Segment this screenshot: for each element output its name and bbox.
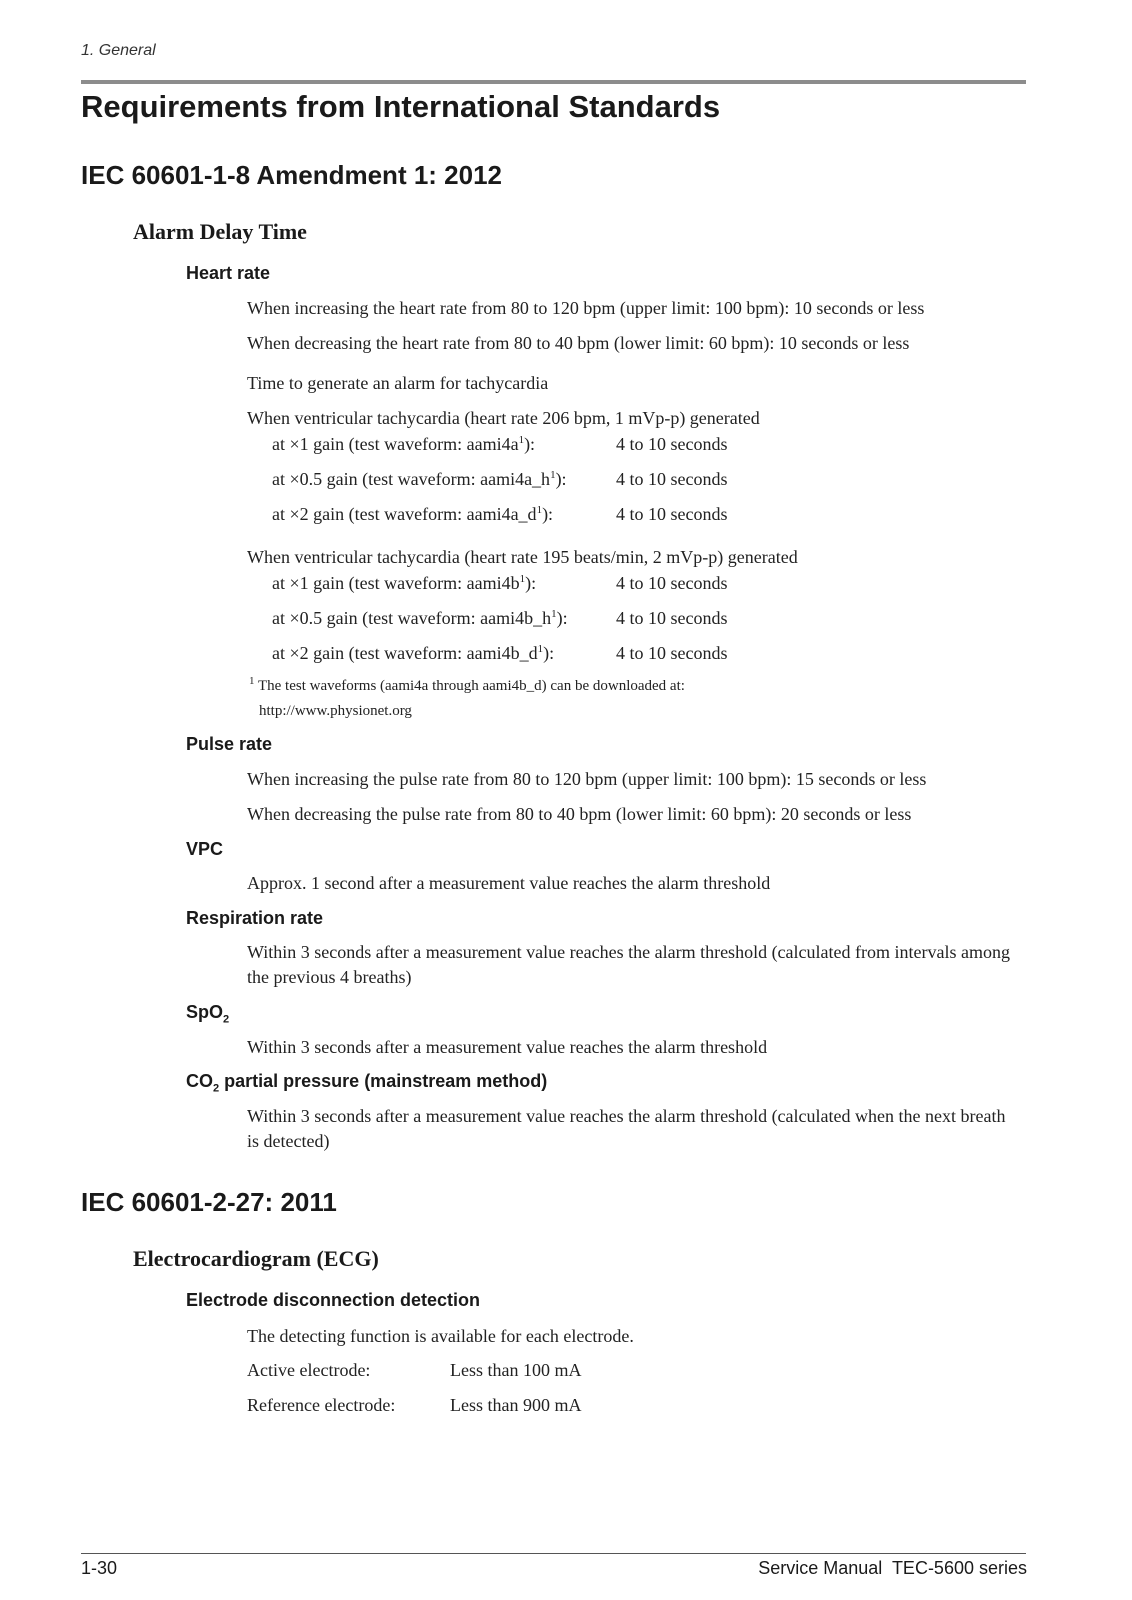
tachycardia-intro: Time to generate an alarm for tachycardia <box>247 373 549 393</box>
pulse-rate-decrease-text: When decreasing the pulse rate from 80 to 40 bpm (lower limit: 60 bpm): 20 seconds or less <box>247 804 912 824</box>
electrode-row-label: Reference electrode: <box>247 1395 396 1415</box>
vt-row-label: at ×1 gain (test waveform: $aami4b^1$): <box>272 573 537 593</box>
vt-row-label: at ×2 gain (test waveform: $aami4a\_d^1$): <box>272 504 554 524</box>
heading-spo2: SpO$_2$ <box>186 1002 230 1026</box>
vt-row-value: 4 to 10 seconds <box>616 608 728 628</box>
footer-rule <box>81 1553 1026 1554</box>
electrode-row-value: Less than 900 mA <box>450 1395 582 1415</box>
heading-electrode-disconnection: Electrode disconnection detection <box>186 1290 481 1310</box>
electrode-row-value: Less than 100 mA <box>450 1360 582 1380</box>
heading-respiration-rate: Respiration rate <box>186 908 324 928</box>
vt-row-label: at ×2 gain (test waveform: $aami4b\_d^1$): <box>272 643 555 663</box>
vt-row-value: 4 to 10 seconds <box>616 469 728 489</box>
page-number: 1-30 <box>81 1558 118 1578</box>
vt-group-b-intro: When ventricular tachycardia (heart rate 195 beats/min, 2 mVp-p) generated <box>247 547 798 567</box>
subsection-heading-ecg: Electrocardiogram (ECG) <box>133 1246 379 1271</box>
header-rule <box>81 80 1026 84</box>
section-heading-iec-60601-2-27: IEC 60601-2-27: 2011 <box>81 1187 337 1217</box>
heading-co2: $CO_2$ partial pressure (mainstream method) <box>186 1071 548 1095</box>
chapter-label: 1. General <box>81 42 156 59</box>
footnote-link[interactable]: http://www.physionet.org <box>259 703 412 719</box>
vt-row-value: 4 to 10 seconds <box>616 504 728 524</box>
electrode-intro: The detecting function is available for each electrode. <box>247 1326 634 1346</box>
manual-name: Service Manual TEC-5600 series <box>758 1558 1027 1578</box>
vpc-text: Approx. 1 second after a measurement value reaches the alarm threshold <box>247 873 771 893</box>
pulse-rate-increase-text: When increasing the pulse rate from 80 to 120 bpm (upper limit: 100 bpm): 15 seconds or less <box>247 769 927 789</box>
subsection-heading-alarm-delay: Alarm Delay Time <box>133 219 307 244</box>
vt-row-value: 4 to 10 seconds <box>616 643 728 663</box>
heart-rate-increase-text: When increasing the heart rate from 80 to 120 bpm (upper limit: 100 bpm): 10 seconds or less <box>247 298 925 318</box>
heading-heart-rate: Heart rate <box>186 263 271 283</box>
section-heading-iec-60601-1-8: IEC 60601-1-8 Amendment 1: 2012 <box>81 160 503 190</box>
electrode-row-label: Active electrode: <box>247 1360 371 1380</box>
respiration-text: Within 3 seconds after a measurement value reaches the alarm threshold (calculated from intervals among the previous 4 breaths) <box>247 942 1010 987</box>
spo2-text: Within 3 seconds after a measurement value reaches the alarm threshold <box>247 1037 768 1057</box>
vt-row-label: at ×1 gain (test waveform: $aami4a^1$): <box>272 434 536 454</box>
co2-text: Within 3 seconds after a measurement value reaches the alarm threshold (calculated when the next breath is detected) <box>247 1106 1006 1151</box>
vt-group-a-intro: When ventricular tachycardia (heart rate 206 bpm, 1 mVp-p) generated <box>247 408 760 428</box>
heading-vpc: VPC <box>186 839 224 859</box>
vt-row-value: 4 to 10 seconds <box>616 434 728 454</box>
footnote-line-1: $^1$ The test waveforms (aami4a through aami4b_d) can be downloaded at: <box>249 675 685 694</box>
vt-row-label: at ×0.5 gain (test waveform: $aami4a\_h^1$): <box>272 469 567 489</box>
vt-row-label: at ×0.5 gain (test waveform: $aami4b\_h^1$): <box>272 608 568 628</box>
vt-row-value: 4 to 10 seconds <box>616 573 728 593</box>
heart-rate-decrease-text: When decreasing the heart rate from 80 to 40 bpm (lower limit: 60 bpm): 10 seconds or less <box>247 333 910 353</box>
heading-pulse-rate: Pulse rate <box>186 734 273 754</box>
page-title: Requirements from International Standards <box>81 89 721 124</box>
